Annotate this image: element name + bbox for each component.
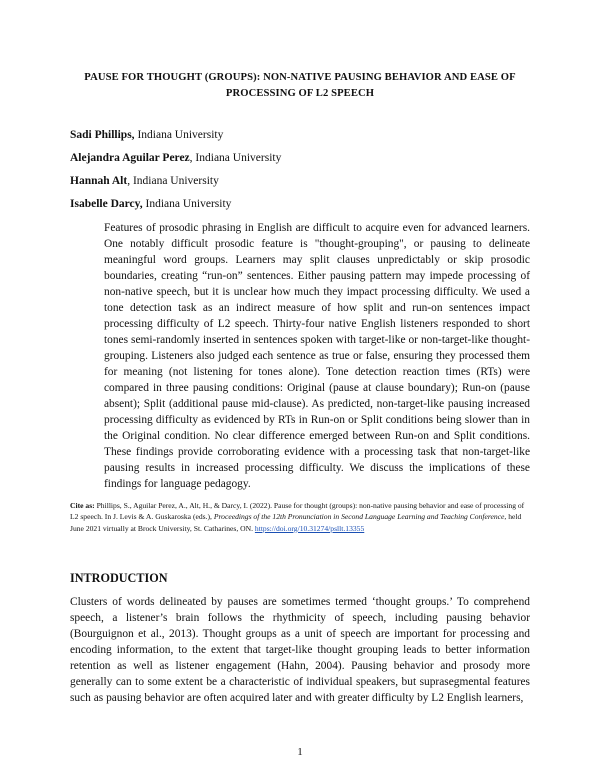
citation-label: Cite as: (70, 501, 95, 510)
page-number: 1 (297, 746, 303, 758)
citation-proceedings: Proceedings of the 12th Pronunciation in Second Language Learning and Teaching Conference (213, 512, 505, 522)
author-line (70, 150, 540, 173)
author-list (70, 127, 540, 219)
author-affiliation: Indiana University (142, 198, 232, 210)
introduction-body: Clusters of words delineated by pauses are sometimes termed ‘thought groups.’ To comprehend speech, a listener’s brain follows the rhythmicity of speech, including pausing behavior (Bourguignon et al., 2013). Thought groups as a unit of speech are important for processing and encoding information, to the extent that target-like thought grouping leads to better information retention as well as listener engagement (Hahn, 2004). Pausing behavior and prosody more generally can to some extent be a characteristic of individual speakers, but suprasegmental features such as pausing behavior are often acquired later and with greater difficulty by L2 English learners, (70, 596, 530, 704)
abstract: Features of prosodic phrasing in English are difficult to acquire even for advanced learners. One notably difficult prosodic feature is "thought-grouping", or pausing to delineate meaningful word groups. Learners may split clauses unpredictably or skip prosodic boundaries, creating “run-on” sentences. Either pausing pattern may impede processing of non-native speech, but it is unclear how much they impact processing difficulty. We used a tone detection task as an indirect measure of how split and run-on sentences impact processing difficulty of L2 speech. Thirty-four native English listeners responded to short tones semi-randomly inserted in sentences spoken with target-like or non-target-like thought-grouping. Listeners also judged each sentence as true or false, ensuring they processed them for meaning (not listening for tones alone). Tone detection reaction times (RTs) were compared in three pausing conditions: Original (pause at clause boundary); Run-on (pause absent); Split (additional pause mid-clause). As predicted, non-target-like pausing increased processing difficulty as evidenced by RTs in Run-on or Split conditions being slower than in the Original condition. No clear difference emerged between Run-on and Split conditions. These findings provide corroborating evidence with a processing task that non-target-like pausing results in increased processing difficulty. We discuss the implications of these findings for language pedagogy. (104, 222, 530, 490)
citation-text: Phillips, S., Aguilar Perez, A., Alt, H., & Darcy, I. (2022). Pause for thought (groups): non-native pausing behavior and ease of processing of L2 speech. In J. Levis & A. Guskaroska (eds.), (70, 501, 525, 522)
author-name: Isabelle Darcy, (70, 198, 143, 210)
doi-link[interactable]: https://doi.org/10.31274/psllt.13355 (254, 523, 365, 533)
author-affiliation: , Indiana University (127, 175, 219, 187)
citation-block (70, 500, 532, 534)
section-heading-introduction: INTRODUCTION (70, 571, 168, 585)
paper-title: PAUSE FOR THOUGHT (GROUPS): NON-NATIVE PAUSING BEHAVIOR AND EASE OF PROCESSING OF L2 SPEECH (84, 72, 516, 99)
author-name: Sadi Phillips, (70, 129, 135, 141)
citation-text-2: , held June 2021 virtually at Brock University, St. Catharines, ON. (70, 512, 522, 533)
author-affiliation: , Indiana University (189, 152, 282, 164)
author-line (70, 127, 540, 150)
author-line (70, 173, 540, 196)
author-name: Alejandra Aguilar Perez (70, 152, 190, 164)
author-name: Hannah Alt (70, 175, 128, 187)
author-affiliation: Indiana University (134, 129, 224, 141)
author-line (70, 196, 540, 219)
